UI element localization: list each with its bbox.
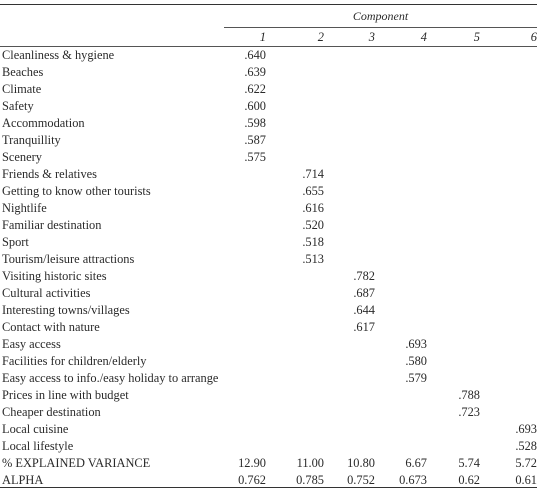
row-label: Visiting historic sites bbox=[2, 269, 107, 283]
row-label: Contact with nature bbox=[2, 320, 100, 334]
loading-cell: 0.673 bbox=[399, 473, 427, 487]
loading-cell bbox=[266, 387, 324, 404]
loading-cell bbox=[224, 404, 266, 421]
table-row bbox=[0, 302, 537, 319]
loading-cell: .600 bbox=[244, 99, 266, 113]
loading-cell bbox=[427, 285, 480, 302]
table-row bbox=[0, 183, 537, 200]
loading-cell: .782 bbox=[353, 269, 375, 283]
loading-cell bbox=[324, 353, 375, 370]
loading-cell bbox=[480, 370, 537, 387]
loading-cell bbox=[224, 268, 266, 285]
loading-cell: .575 bbox=[244, 150, 266, 164]
loading-cell bbox=[324, 47, 375, 64]
column-header: 4 bbox=[420, 30, 427, 44]
loading-cell bbox=[375, 302, 427, 319]
loading-cell bbox=[480, 285, 537, 302]
loading-cell bbox=[324, 370, 375, 387]
bottom-rule bbox=[0, 487, 537, 488]
loading-cell bbox=[480, 115, 537, 132]
loading-cell: .622 bbox=[244, 82, 266, 96]
loading-cell: .723 bbox=[458, 405, 480, 419]
table-row bbox=[0, 319, 537, 336]
table-row bbox=[0, 336, 537, 353]
row-label: Facilities for children/elderly bbox=[2, 354, 147, 368]
loading-cell bbox=[375, 115, 427, 132]
loading-cell bbox=[224, 353, 266, 370]
loading-cell bbox=[480, 387, 537, 404]
loading-cell: .520 bbox=[302, 218, 324, 232]
row-label: Beaches bbox=[2, 65, 44, 79]
table-row bbox=[0, 217, 537, 234]
loading-cell bbox=[324, 234, 375, 251]
row-label: Climate bbox=[2, 82, 42, 96]
table-row bbox=[0, 115, 537, 132]
table-row bbox=[0, 268, 537, 285]
loading-cell bbox=[266, 302, 324, 319]
row-label: Interesting towns/villages bbox=[2, 303, 130, 317]
table-row bbox=[0, 421, 537, 438]
loading-cell bbox=[224, 421, 266, 438]
loading-cell bbox=[324, 421, 375, 438]
header-row bbox=[0, 28, 537, 47]
loading-cell bbox=[266, 115, 324, 132]
loading-cell bbox=[480, 166, 537, 183]
loading-cell bbox=[324, 98, 375, 115]
loading-cell bbox=[224, 251, 266, 268]
loading-cell bbox=[324, 438, 375, 455]
row-label: Local lifestyle bbox=[2, 439, 74, 453]
loading-cell: .639 bbox=[244, 65, 266, 79]
loading-cell bbox=[266, 370, 324, 387]
loading-cell bbox=[375, 64, 427, 81]
loading-cell bbox=[427, 370, 480, 387]
row-label: Familiar destination bbox=[2, 218, 102, 232]
loading-cell bbox=[427, 251, 480, 268]
loading-cell: 0.785 bbox=[296, 473, 324, 487]
table-row bbox=[0, 251, 537, 268]
loading-cell: 0.61 bbox=[515, 473, 537, 487]
loading-cell: .579 bbox=[405, 371, 427, 385]
loading-cell bbox=[324, 200, 375, 217]
loading-cell: .518 bbox=[302, 235, 324, 249]
loading-cell bbox=[480, 353, 537, 370]
loading-cell: 0.762 bbox=[238, 473, 266, 487]
loading-cell bbox=[480, 404, 537, 421]
table-row bbox=[0, 166, 537, 183]
table-row bbox=[0, 81, 537, 98]
loading-cell bbox=[375, 421, 427, 438]
column-header: 5 bbox=[473, 30, 480, 44]
loading-cell bbox=[324, 387, 375, 404]
column-header: 1 bbox=[259, 30, 266, 44]
loading-cell: .616 bbox=[302, 201, 324, 215]
loading-cell bbox=[324, 217, 375, 234]
row-label: Scenery bbox=[2, 150, 42, 164]
row-label: Friends & relatives bbox=[2, 167, 97, 181]
loading-cell bbox=[427, 421, 480, 438]
table-row bbox=[0, 64, 537, 81]
loading-cell bbox=[427, 183, 480, 200]
row-label: % EXPLAINED VARIANCE bbox=[2, 456, 151, 470]
loading-cell bbox=[224, 217, 266, 234]
loading-cell bbox=[427, 302, 480, 319]
loading-cell bbox=[375, 234, 427, 251]
loading-cell bbox=[324, 183, 375, 200]
loading-cell bbox=[375, 149, 427, 166]
loading-cell bbox=[427, 47, 480, 64]
loading-cell bbox=[480, 132, 537, 149]
loading-cell bbox=[427, 64, 480, 81]
table-row bbox=[0, 285, 537, 302]
loading-cell bbox=[266, 421, 324, 438]
loading-cell bbox=[480, 200, 537, 217]
loading-cell bbox=[375, 166, 427, 183]
loading-cell bbox=[480, 47, 537, 64]
loading-cell bbox=[480, 268, 537, 285]
loading-cell: .617 bbox=[353, 320, 375, 334]
loading-cell: .640 bbox=[244, 48, 266, 62]
loading-cell: .587 bbox=[244, 133, 266, 147]
row-label: Prices in line with budget bbox=[2, 388, 129, 402]
table-row bbox=[0, 353, 537, 370]
loading-cell bbox=[375, 268, 427, 285]
loading-cell: .644 bbox=[353, 303, 375, 317]
component-group-title: Component bbox=[352, 9, 409, 23]
loading-cell bbox=[375, 404, 427, 421]
loading-cell bbox=[224, 302, 266, 319]
top-rule bbox=[0, 4, 537, 5]
loading-cell bbox=[224, 387, 266, 404]
loading-cell bbox=[480, 183, 537, 200]
loading-cell bbox=[427, 132, 480, 149]
column-header: 6 bbox=[530, 30, 537, 44]
loading-cell bbox=[375, 47, 427, 64]
loading-cell bbox=[375, 285, 427, 302]
loading-cell: 10.80 bbox=[347, 456, 375, 470]
loading-cell: .693 bbox=[405, 337, 427, 351]
loading-cell bbox=[266, 438, 324, 455]
table-row bbox=[0, 98, 537, 115]
loading-cell: .598 bbox=[244, 116, 266, 130]
loading-cell: .693 bbox=[515, 422, 537, 436]
loading-cell bbox=[375, 183, 427, 200]
table-row bbox=[0, 455, 537, 472]
loading-cell bbox=[375, 200, 427, 217]
table-row bbox=[0, 200, 537, 217]
row-label: Easy access bbox=[2, 337, 61, 351]
column-header: 3 bbox=[368, 30, 375, 44]
loading-cell: .513 bbox=[302, 252, 324, 266]
loading-cell: 0.62 bbox=[458, 473, 480, 487]
loading-cell bbox=[324, 132, 375, 149]
loading-cell: .580 bbox=[405, 354, 427, 368]
loading-cell bbox=[480, 319, 537, 336]
loading-cell bbox=[324, 404, 375, 421]
loading-cell bbox=[427, 149, 480, 166]
loading-cell bbox=[480, 64, 537, 81]
loading-cell bbox=[480, 336, 537, 353]
row-label: ALPHA bbox=[2, 473, 44, 487]
loading-cell bbox=[375, 217, 427, 234]
loading-cell bbox=[324, 166, 375, 183]
table-body bbox=[0, 47, 537, 489]
loading-cell bbox=[266, 336, 324, 353]
loading-cell bbox=[427, 234, 480, 251]
loading-cell bbox=[224, 438, 266, 455]
loading-cell bbox=[324, 251, 375, 268]
loading-cell: .714 bbox=[302, 167, 324, 181]
loading-cell bbox=[427, 217, 480, 234]
loading-cell bbox=[266, 353, 324, 370]
loading-cell bbox=[266, 64, 324, 81]
table-row bbox=[0, 149, 537, 166]
row-label: Tranquillity bbox=[2, 133, 61, 147]
loading-cell bbox=[224, 183, 266, 200]
row-label: Getting to know other tourists bbox=[2, 184, 151, 198]
table-row bbox=[0, 234, 537, 251]
loading-cell bbox=[224, 370, 266, 387]
row-label: Accommodation bbox=[2, 116, 85, 130]
loading-cell bbox=[224, 234, 266, 251]
table-row bbox=[0, 47, 537, 64]
loading-cell bbox=[427, 353, 480, 370]
loading-cell bbox=[427, 268, 480, 285]
loading-cell: .655 bbox=[302, 184, 324, 198]
loading-cell bbox=[427, 166, 480, 183]
row-label: Local cuisine bbox=[2, 422, 69, 436]
loading-cell bbox=[480, 302, 537, 319]
row-label: Nightlife bbox=[2, 201, 47, 215]
loading-cell bbox=[266, 319, 324, 336]
loading-cell bbox=[427, 81, 480, 98]
loading-cell bbox=[427, 115, 480, 132]
loading-cell: 0.752 bbox=[347, 473, 375, 487]
loading-cell: 6.67 bbox=[405, 456, 427, 470]
loading-cell bbox=[266, 47, 324, 64]
loading-cell bbox=[266, 98, 324, 115]
row-label: Tourism/leisure attractions bbox=[2, 252, 135, 266]
loading-cell bbox=[427, 336, 480, 353]
loading-cell bbox=[324, 64, 375, 81]
loading-cell bbox=[427, 200, 480, 217]
row-label: Easy access to info./easy holiday to arrange bbox=[2, 371, 219, 385]
loading-cell bbox=[266, 81, 324, 98]
loading-cell bbox=[324, 149, 375, 166]
table-row bbox=[0, 404, 537, 421]
header-spacer bbox=[0, 28, 224, 47]
loading-cell bbox=[324, 115, 375, 132]
loading-cell bbox=[375, 98, 427, 115]
loading-cell bbox=[266, 132, 324, 149]
column-header: 2 bbox=[317, 30, 324, 44]
loading-cell bbox=[375, 438, 427, 455]
loading-cell bbox=[480, 251, 537, 268]
loading-cell bbox=[324, 81, 375, 98]
loading-cell bbox=[266, 404, 324, 421]
loading-cell bbox=[375, 132, 427, 149]
loading-cell: 5.72 bbox=[515, 456, 537, 470]
loading-cell bbox=[224, 200, 266, 217]
loading-cell bbox=[324, 336, 375, 353]
loading-cell bbox=[224, 336, 266, 353]
row-label: Cheaper destination bbox=[2, 405, 101, 419]
table-row bbox=[0, 370, 537, 387]
loading-cell bbox=[480, 234, 537, 251]
loading-cell bbox=[266, 268, 324, 285]
loading-cell bbox=[427, 319, 480, 336]
loading-cell bbox=[375, 251, 427, 268]
loading-cell bbox=[480, 217, 537, 234]
loading-cell bbox=[480, 149, 537, 166]
loading-cell bbox=[266, 149, 324, 166]
table-row bbox=[0, 438, 537, 455]
loading-cell: 11.00 bbox=[296, 456, 324, 470]
table-row bbox=[0, 387, 537, 404]
loading-cell: 12.90 bbox=[238, 456, 266, 470]
row-label: Cultural activities bbox=[2, 286, 91, 300]
factor-loadings-table bbox=[0, 28, 537, 489]
row-label: Cleanliness & hygiene bbox=[2, 48, 115, 62]
loading-cell bbox=[224, 319, 266, 336]
row-label: Sport bbox=[2, 235, 29, 249]
loading-cell: .528 bbox=[515, 439, 537, 453]
loading-cell bbox=[375, 319, 427, 336]
loading-cell bbox=[266, 285, 324, 302]
loading-cell bbox=[427, 438, 480, 455]
loading-cell bbox=[375, 81, 427, 98]
loading-cell bbox=[375, 387, 427, 404]
loading-cell: .687 bbox=[353, 286, 375, 300]
loading-cell bbox=[427, 98, 480, 115]
loading-cell bbox=[480, 81, 537, 98]
table-row bbox=[0, 132, 537, 149]
loading-cell bbox=[224, 285, 266, 302]
loading-cell: 5.74 bbox=[458, 456, 480, 470]
loading-cell bbox=[224, 166, 266, 183]
row-label: Safety bbox=[2, 99, 34, 113]
loading-cell bbox=[480, 98, 537, 115]
loading-cell: .788 bbox=[458, 388, 480, 402]
